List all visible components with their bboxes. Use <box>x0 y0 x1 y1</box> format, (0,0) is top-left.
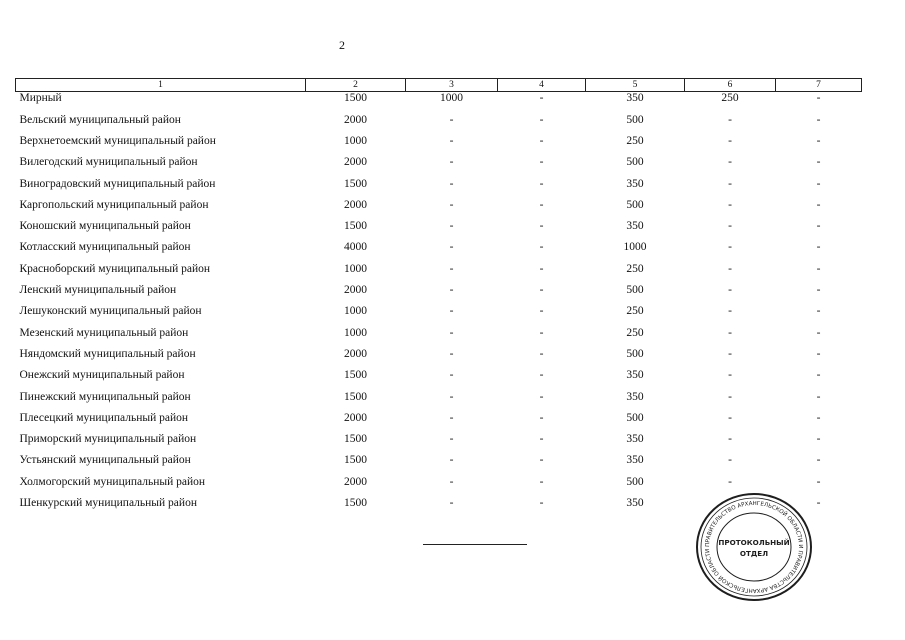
value-cell-col-3: - <box>449 241 454 254</box>
value-cell-col-6: - <box>728 347 732 360</box>
value-cell-col-6: - <box>728 284 732 297</box>
value-cell-col-5: 350 <box>626 177 644 190</box>
table-row <box>16 471 862 492</box>
value-cell-col-3: - <box>449 305 454 318</box>
district-name-cell: Лешуконский муниципальный район <box>19 305 202 318</box>
value-cell-col-3: - <box>449 113 454 126</box>
value-cell-col-5: 500 <box>626 156 644 169</box>
value-cell-col-2: 2000 <box>344 411 367 424</box>
column-number-1: 1 <box>16 79 306 92</box>
value-cell-col-2: 4000 <box>344 241 367 254</box>
value-cell-col-4: - <box>539 326 544 339</box>
district-name-cell: Устьянский муниципальный район <box>19 454 191 467</box>
seal-ring-text: ПРАВИТЕЛЬСТВО АРХАНГЕЛЬСКОЙ ОБЛАСТИ И ПРАВИТЕЛЬСТВА АРХАНГЕЛЬСКОЙ ОБЛАСТИ <box>704 500 804 594</box>
value-cell-col-4: - <box>539 177 544 190</box>
page-number: 2 <box>339 38 345 52</box>
value-cell-col-4: - <box>539 92 544 104</box>
value-cell-col-7: - <box>816 496 821 509</box>
value-cell-col-3: - <box>449 156 454 169</box>
table-row <box>16 428 862 449</box>
allocation-table <box>15 78 862 514</box>
table-row <box>16 215 862 236</box>
value-cell-col-7: - <box>816 390 821 403</box>
value-cell-col-5: 350 <box>626 92 644 104</box>
column-number-7: 7 <box>776 79 862 92</box>
table-row <box>16 109 862 130</box>
value-cell-col-5: 350 <box>626 369 644 382</box>
table-row <box>16 450 862 471</box>
value-cell-col-4: - <box>539 369 544 382</box>
value-cell-col-5: 500 <box>626 475 644 488</box>
value-cell-col-4: - <box>539 433 544 446</box>
district-name-cell: Приморский муниципальный район <box>19 433 197 446</box>
value-cell-col-4: - <box>539 305 544 318</box>
table-row <box>16 301 862 322</box>
table-row <box>16 237 862 258</box>
table-row <box>16 258 862 279</box>
value-cell-col-7: - <box>816 241 821 254</box>
value-cell-col-6: - <box>728 390 732 403</box>
value-cell-col-7: - <box>816 156 821 169</box>
table-row <box>16 343 862 364</box>
value-cell-col-4: - <box>539 454 544 467</box>
value-cell-col-3: - <box>449 390 454 403</box>
table-row <box>16 322 862 343</box>
value-cell-col-3: 1000 <box>440 92 463 104</box>
value-cell-col-5: 350 <box>626 454 644 467</box>
value-cell-col-2: 2000 <box>344 284 367 297</box>
value-cell-col-4: - <box>539 198 544 211</box>
value-cell-col-4: - <box>539 134 544 147</box>
value-cell-col-3: - <box>449 220 454 233</box>
column-number-row <box>16 79 862 92</box>
district-name-cell: Онежский муниципальный район <box>19 369 185 382</box>
value-cell-col-7: - <box>816 369 821 382</box>
column-number-3: 3 <box>406 79 498 92</box>
value-cell-col-3: - <box>449 369 454 382</box>
value-cell-col-3: - <box>449 284 454 297</box>
district-name-cell: Каргопольский муниципальный район <box>19 198 209 211</box>
value-cell-col-7: - <box>816 113 821 126</box>
value-cell-col-6: - <box>728 305 732 318</box>
value-cell-col-2: 1000 <box>344 262 367 275</box>
value-cell-col-5: 350 <box>626 220 644 233</box>
value-cell-col-6: - <box>728 177 732 190</box>
value-cell-col-4: - <box>539 284 544 297</box>
table-row <box>16 152 862 173</box>
value-cell-col-3: - <box>449 198 454 211</box>
table-row <box>16 407 862 428</box>
value-cell-col-4: - <box>539 390 544 403</box>
value-cell-col-4: - <box>539 347 544 360</box>
round-seal-icon <box>694 491 814 603</box>
value-cell-col-5: 250 <box>626 262 644 275</box>
value-cell-col-3: - <box>449 475 454 488</box>
value-cell-col-6: - <box>728 454 732 467</box>
column-number-2: 2 <box>306 79 406 92</box>
district-name-cell: Виноградовский муниципальный район <box>19 177 216 190</box>
value-cell-col-2: 1500 <box>344 92 367 104</box>
value-cell-col-2: 1500 <box>344 369 367 382</box>
district-name-cell: Коношский муниципальный район <box>19 220 191 233</box>
column-number-4: 4 <box>498 79 586 92</box>
value-cell-col-7: - <box>816 134 821 147</box>
value-cell-col-5: 500 <box>626 113 644 126</box>
value-cell-col-6: - <box>728 156 732 169</box>
district-name-cell: Вельский муниципальный район <box>19 113 181 126</box>
value-cell-col-5: 500 <box>626 284 644 297</box>
value-cell-col-2: 1000 <box>344 326 367 339</box>
value-cell-col-6: - <box>728 411 732 424</box>
value-cell-col-6: - <box>728 198 732 211</box>
value-cell-col-6: - <box>728 220 732 233</box>
district-name-cell: Верхнетоемский муниципальный район <box>19 134 216 147</box>
value-cell-col-6: - <box>728 113 732 126</box>
value-cell-col-5: 500 <box>626 347 644 360</box>
value-cell-col-3: - <box>449 347 454 360</box>
value-cell-col-7: - <box>816 305 821 318</box>
value-cell-col-4: - <box>539 496 544 509</box>
value-cell-col-7: - <box>816 326 821 339</box>
district-name-cell: Холмогорский муниципальный район <box>19 475 206 488</box>
value-cell-col-7: - <box>816 347 821 360</box>
value-cell-col-3: - <box>449 433 454 446</box>
seal-center-line-1: ПРОТОКОЛЬНЫЙ <box>718 538 790 547</box>
table-row <box>16 279 862 300</box>
value-cell-col-2: 1500 <box>344 177 367 190</box>
value-cell-col-2: 1500 <box>344 433 367 446</box>
district-name-cell: Котласский муниципальный район <box>19 241 191 254</box>
value-cell-col-7: - <box>816 198 821 211</box>
value-cell-col-7: - <box>816 262 821 275</box>
district-name-cell: Няндомский муниципальный район <box>19 347 196 360</box>
value-cell-col-6: - <box>728 134 732 147</box>
district-name-cell: Красноборский муниципальный район <box>19 262 211 275</box>
value-cell-col-6: - <box>728 369 732 382</box>
value-cell-col-6: - <box>728 241 732 254</box>
column-number-5: 5 <box>586 79 685 92</box>
value-cell-col-3: - <box>449 454 454 467</box>
value-cell-col-3: - <box>449 177 454 190</box>
table-row <box>16 194 862 215</box>
value-cell-col-5: 1000 <box>623 241 647 254</box>
value-cell-col-6: - <box>728 326 732 339</box>
value-cell-col-5: 500 <box>626 198 644 211</box>
value-cell-col-5: 250 <box>626 305 644 318</box>
value-cell-col-2: 1000 <box>344 305 367 318</box>
district-name-cell: Ленский муниципальный район <box>19 284 177 297</box>
value-cell-col-6: - <box>728 433 732 446</box>
value-cell-col-6: - <box>728 262 732 275</box>
table-row <box>16 130 862 151</box>
value-cell-col-7: - <box>816 92 821 104</box>
value-cell-col-7: - <box>816 411 821 424</box>
district-name-cell: Мезенский муниципальный район <box>19 326 189 339</box>
table-row <box>16 386 862 407</box>
column-number-6: 6 <box>685 79 776 92</box>
value-cell-col-4: - <box>539 241 544 254</box>
district-name-cell: Пинежский муниципальный район <box>19 390 191 403</box>
table-row <box>16 173 862 194</box>
value-cell-col-5: 250 <box>626 326 644 339</box>
value-cell-col-2: 2000 <box>344 113 367 126</box>
value-cell-col-2: 2000 <box>344 156 367 169</box>
value-cell-col-4: - <box>539 156 544 169</box>
value-cell-col-2: 1500 <box>344 220 367 233</box>
table-row <box>16 92 862 110</box>
table-row <box>16 365 862 386</box>
seal-center-line-2: ОТДЕЛ <box>739 549 769 558</box>
table-header <box>16 79 862 92</box>
value-cell-col-4: - <box>539 113 544 126</box>
value-cell-col-7: - <box>816 433 821 446</box>
value-cell-col-5: 350 <box>626 390 644 403</box>
value-cell-col-2: 1500 <box>344 390 367 403</box>
value-cell-col-7: - <box>816 284 821 297</box>
value-cell-col-7: - <box>816 475 821 488</box>
value-cell-col-7: - <box>816 454 821 467</box>
value-cell-col-3: - <box>449 326 454 339</box>
value-cell-col-4: - <box>539 411 544 424</box>
value-cell-col-7: - <box>816 220 821 233</box>
value-cell-col-5: 350 <box>626 433 644 446</box>
value-cell-col-5: 350 <box>626 496 644 509</box>
value-cell-col-3: - <box>449 262 454 275</box>
district-name-cell: Вилегодский муниципальный район <box>19 156 198 169</box>
value-cell-col-2: 2000 <box>344 198 367 211</box>
value-cell-col-6: - <box>728 475 732 488</box>
value-cell-col-4: - <box>539 220 544 233</box>
value-cell-col-6: 250 <box>721 92 739 104</box>
value-cell-col-2: 1500 <box>344 496 367 509</box>
value-cell-col-7: - <box>816 177 821 190</box>
value-cell-col-2: 2000 <box>344 347 367 360</box>
district-name-cell: Шенкурский муниципальный район <box>19 496 197 509</box>
value-cell-col-2: 1000 <box>344 134 367 147</box>
footer-divider <box>423 544 527 545</box>
value-cell-col-3: - <box>449 496 454 509</box>
value-cell-col-4: - <box>539 262 544 275</box>
value-cell-col-5: 500 <box>626 411 644 424</box>
table-body <box>16 92 862 514</box>
value-cell-col-5: 250 <box>626 134 644 147</box>
value-cell-col-3: - <box>449 134 454 147</box>
value-cell-col-2: 1500 <box>344 454 367 467</box>
district-name-cell: Плесецкий муниципальный район <box>19 411 189 424</box>
value-cell-col-4: - <box>539 475 544 488</box>
district-name-cell: Мирный <box>19 92 62 104</box>
value-cell-col-2: 2000 <box>344 475 367 488</box>
value-cell-col-3: - <box>449 411 454 424</box>
